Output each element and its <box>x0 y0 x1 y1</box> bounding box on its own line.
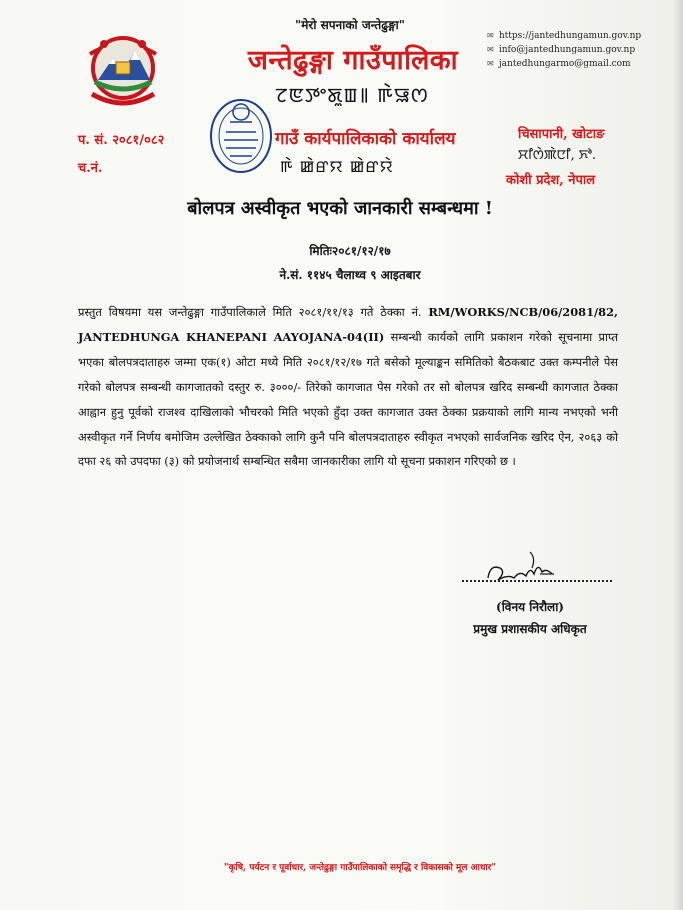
date-line-nepal-sambat: ने.सं. ११४५ चैलाथ्व ९ आइतबार <box>279 268 421 282</box>
address-line-2: ꯆꯤꯁꯥꯄꯥꯅꯤ, ꯈꯣ. <box>518 148 597 163</box>
website-line <box>487 29 667 43</box>
envelope-icon: ✉ <box>487 59 494 68</box>
office-name: गाउँ कार्यपालिकाको कार्यालय <box>275 129 456 149</box>
contract-reference: RM/WORKS/NCB/06/2081/82, JANTEDHUNGA KHANEPANI AAYOJANA-04(II) <box>78 305 618 344</box>
seal-stamp-icon <box>208 92 274 176</box>
dispatch-number: च.नं. <box>78 161 103 176</box>
body-part-2: सम्बन्धी कार्यको लागि प्रकाशन गरेको सूचनामा प्राप्त भएका बोलपत्रदाताहरु जम्मा एक(१) ओटा मध्ये मिति २०८१/१२/१७ गते बसेको मूल्याङ्कन समितिको बैठकबाट उक्त कम्पनीले पेस गरेको बोलपत्र सम्बन्धी कागजातको दस्तुर रु. ३०००/- तिरेको कागजात पेस गरेको तर सो बोलपत्र खरिद सम्बन्धी कागजात ठेक्का आह्वान हुनु पूर्वको राजश्व दाखिलाको भौचरको मिति भएको हुँदा उक्त कागजात उक्त ठेक्का प्रक्रयाको लागि मान्य नभएको भनी अस्वीकृत गर्ने निर्णय बमोजिम उल्लेखित ठेक्काको लागि कुनै पनि बोलपत्रदाताहरु स्वीकृत नभएको सार्वजनिक खरिद ऐन, २०६३ को दफा २६ को उपदफा (३) को प्रयोजनार्थ सम्बन्धित सबैमा जानकारीका लागि यो सूचना प्रकाशन गरिएको छ । <box>78 329 618 469</box>
subject-heading: बोलपत्र अस्वीकृत भएको जानकारी सम्बन्धमा ! <box>187 198 493 219</box>
email-icon: ✉ <box>487 45 494 54</box>
reference-number: प. सं. २०८१/०८२ <box>78 133 165 148</box>
gmail-line <box>487 57 667 71</box>
signature-icon <box>480 548 560 592</box>
gmail-text[interactable]: jantedhungarmo@gmail.com <box>498 59 631 69</box>
email-text[interactable]: info@jantedhungamun.gov.np <box>498 45 636 55</box>
office-name-script: ꯒꯥ ꯀꯥꯔꯌ ꯀꯥꯔꯌꯥ <box>280 157 394 176</box>
globe-icon: ✉ <box>487 31 494 40</box>
notice-paragraph <box>78 300 618 474</box>
address-line-1: चिसापानी, खोटाङ <box>518 127 605 142</box>
signer-name: (विनय निरौला) <box>496 600 564 614</box>
email-line <box>487 43 667 57</box>
address-line-3: कोशी प्रदेश, नेपाल <box>506 173 596 188</box>
date-line: मितिः२०८१/१२/१७ <box>309 244 391 258</box>
signature-line <box>462 580 612 582</box>
org-name: जन्तेढुङ्गा गाउँपालिका <box>247 45 459 76</box>
contact-block <box>487 29 667 71</box>
notice-body <box>78 300 618 474</box>
org-name-script: ꯖꯟꯇꯦꯗꯨꯡ꯫ ꯒꯥꯎꯁ <box>275 83 429 107</box>
motto: "मेरो सपनाको जन्तेढुङ्गा" <box>295 18 405 32</box>
body-part-1: प्रस्तुत विषयमा यस जन्तेढुङ्गा गाउँपालिकाले मिति २०८१/११/१३ गते ठेक्का नं. <box>78 305 422 319</box>
page-edge-shadow <box>673 0 683 910</box>
signer-title: प्रमुख प्रशासकीय अधिकृत <box>473 622 587 636</box>
website-text[interactable]: https://jantedhungamun.gov.np <box>498 31 642 41</box>
footer-slogan: "कृषि, पर्यटन र पूर्वाधार, जन्तेढुङ्गा गाउँपालिकाको समृद्धि र विकासको मूल आधार" <box>223 863 497 873</box>
emblem-icon <box>80 20 166 112</box>
